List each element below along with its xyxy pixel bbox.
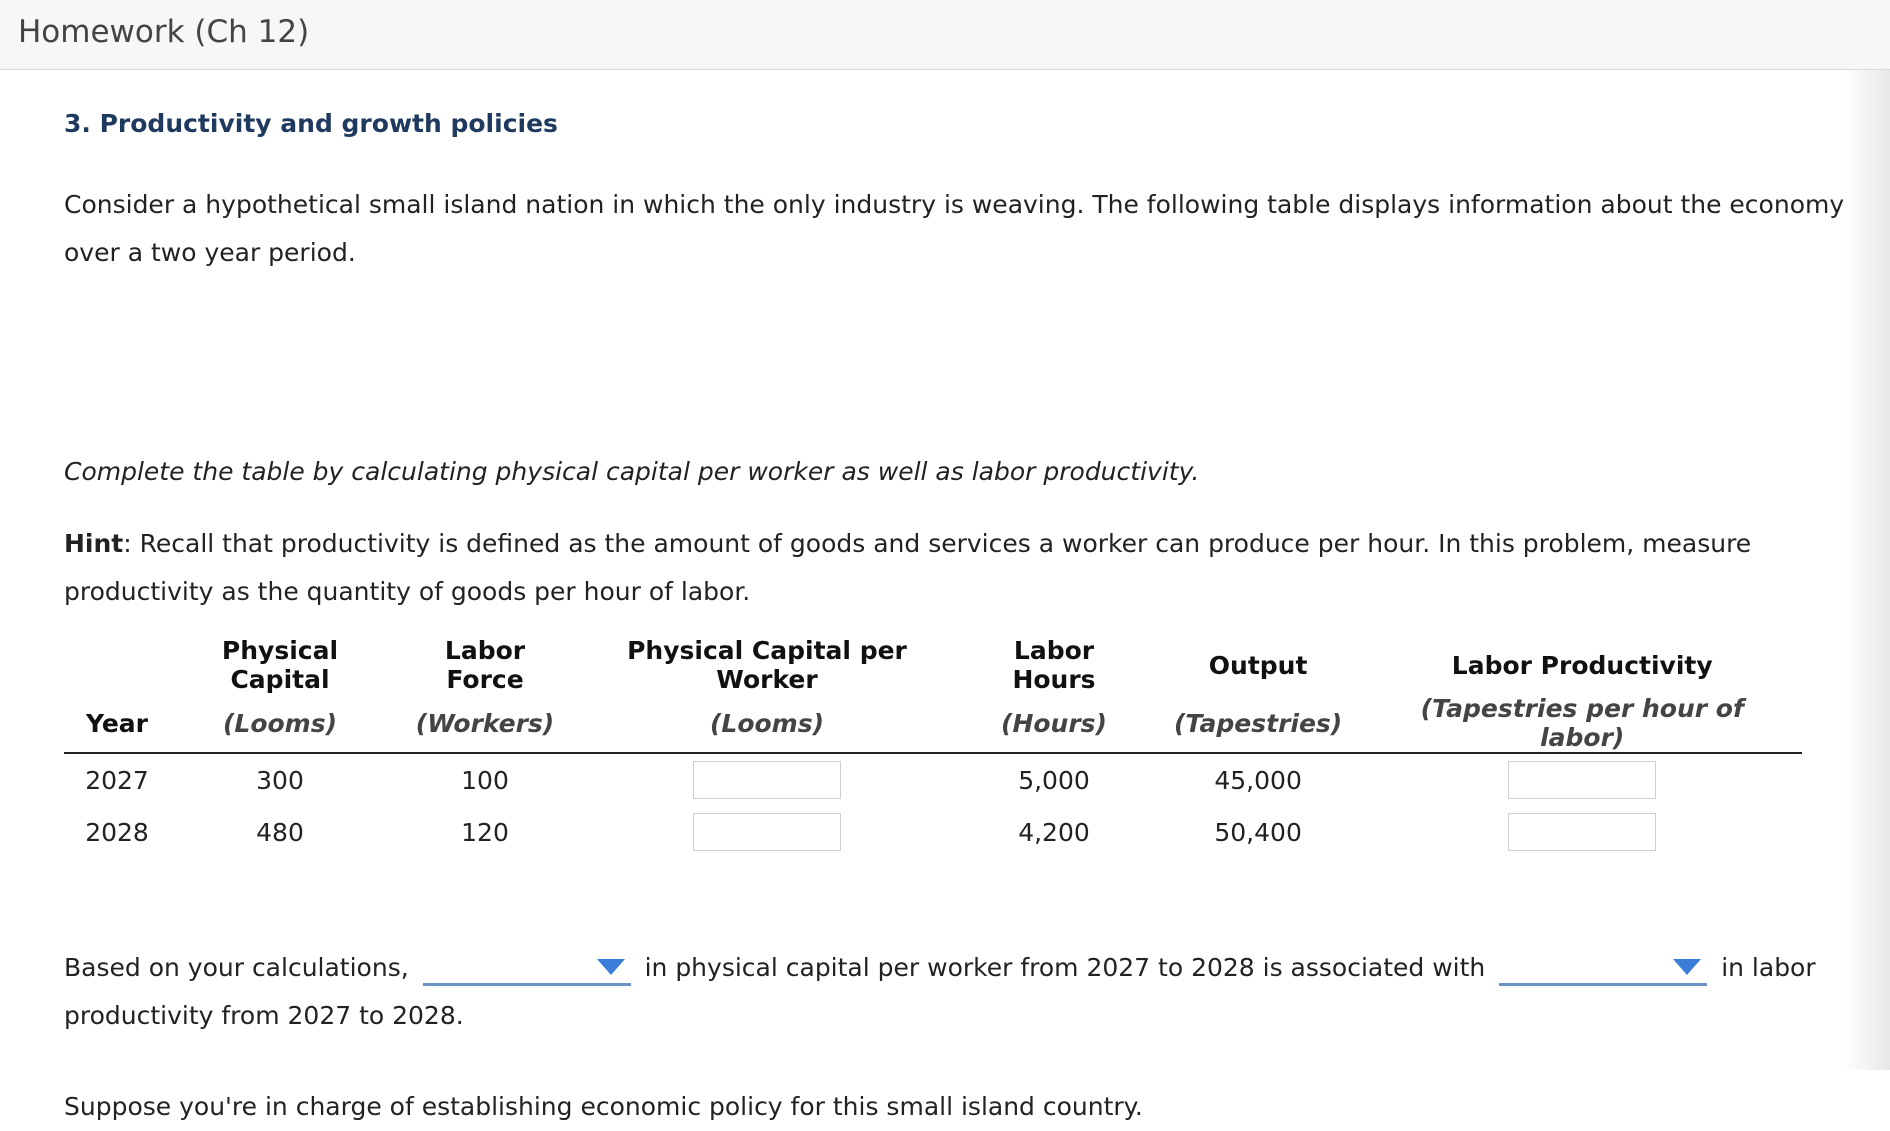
statement-part1: Based on your calculations, <box>64 953 409 982</box>
hint-label: Hint <box>64 529 124 558</box>
cell-labor-force: 100 <box>461 765 509 795</box>
labor-productivity-input-2027[interactable] <box>1508 761 1656 799</box>
header-labor-hours: Labor Hours <box>1012 636 1096 694</box>
unit-labor-force: (Workers) <box>390 694 580 753</box>
table-row <box>64 753 1802 806</box>
capital-per-worker-input-2027[interactable] <box>693 761 841 799</box>
statement-part2: in physical capital per worker from 2027 to 2028 is associated with <box>644 953 1486 982</box>
capital-change-dropdown[interactable] <box>423 953 631 986</box>
hint-text: : Recall that productivity is defined as the amount of goods and services a worker can produce per hour. In this problem, measure productivity as the quantity of goods per hour of labor. <box>64 529 1752 606</box>
header-physical-capital: Physical Capital <box>221 636 339 694</box>
question-title: 3. Productivity and growth policies <box>64 109 558 138</box>
cell-capital-per-worker <box>580 753 954 806</box>
chevron-down-icon <box>1673 959 1701 975</box>
cell-output: 45,000 <box>1214 765 1302 795</box>
unit-labor-hours: (Hours) <box>954 694 1154 753</box>
cell-capital-per-worker <box>580 806 954 858</box>
table-row <box>64 806 1802 858</box>
statement-part3: in labor productivity from 2027 to 2028. <box>64 953 1816 1030</box>
top-bar <box>0 0 1890 70</box>
cell-hours: 5,000 <box>1018 765 1090 795</box>
header-year <box>64 636 170 694</box>
header-labor-productivity: Labor Productivity <box>1451 650 1713 680</box>
cell-year: 2028 <box>85 817 149 847</box>
conclusion-statement <box>64 944 1890 1040</box>
cell-capital: 480 <box>256 817 304 847</box>
economy-table <box>64 636 1802 858</box>
question-intro: Consider a hypothetical small island nation in which the only industry is weaving. The following table displays information about the economy over a two year period. <box>64 190 1845 267</box>
cell-productivity <box>1362 806 1802 858</box>
header-capital-per-worker: Physical Capital per Worker <box>627 636 907 694</box>
unit-capital-per-worker: (Looms) <box>580 694 954 753</box>
cell-productivity <box>1362 753 1802 806</box>
cell-output: 50,400 <box>1214 817 1302 847</box>
labor-productivity-input-2028[interactable] <box>1508 813 1656 851</box>
header-labor-force: Labor Force <box>444 636 526 694</box>
cell-labor-force: 120 <box>461 817 509 847</box>
table-units-row <box>64 694 1802 753</box>
question-instruction: Complete the table by calculating physical capital per worker as well as labor productivity. <box>64 457 1200 486</box>
suppose-paragraph: Suppose you're in charge of establishing economic policy for this small island country. <box>64 1092 1143 1121</box>
unit-physical-capital: (Looms) <box>170 694 390 753</box>
productivity-change-dropdown[interactable] <box>1499 953 1707 986</box>
chevron-down-icon <box>597 959 625 975</box>
hint-paragraph <box>64 520 1890 616</box>
cell-year: 2027 <box>85 765 149 795</box>
header-output: Output <box>1208 650 1308 680</box>
table-header-row <box>64 636 1802 694</box>
assignment-title: Homework (Ch 12) <box>18 14 310 50</box>
cell-capital: 300 <box>256 765 304 795</box>
capital-per-worker-input-2028[interactable] <box>693 813 841 851</box>
unit-labor-productivity: (Tapestries per hour of labor) <box>1362 694 1802 753</box>
header-year-label: Year <box>64 694 170 753</box>
cell-hours: 4,200 <box>1018 817 1090 847</box>
unit-output: (Tapestries) <box>1154 694 1362 753</box>
